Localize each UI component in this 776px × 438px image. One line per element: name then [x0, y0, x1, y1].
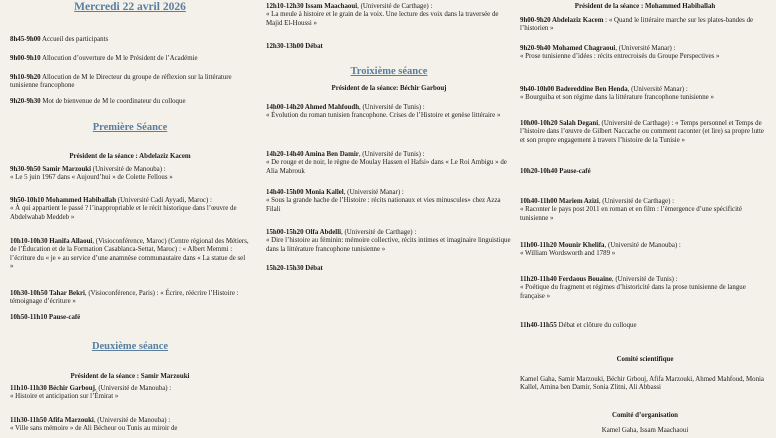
session-title: Troixième séance [350, 66, 428, 77]
talk-affiliation: (Université Cadi Ayyadi, Maroc) : [116, 197, 212, 204]
item-text: Accueil des participants [41, 36, 109, 43]
talk-title: « Ville sans mémoire » de Ali Bécheur ou Tunis au miroir de [10, 425, 178, 433]
talk [520, 86, 770, 103]
talk-time-speaker: 9h30-9h50 Samir Marzouki [10, 166, 92, 173]
talk [266, 229, 512, 254]
talk [266, 104, 512, 121]
talk-affiliation: , (Université Manar) : [343, 189, 404, 196]
item-text: Allocution d’ouverture de M le Président de l’Académie [41, 55, 198, 62]
talk [10, 385, 250, 402]
item-time: 8h45-9h00 [10, 36, 41, 43]
committee-members: Kamel Gaha, Samir Marzouki, Béchir Grbouj, Afifa Marzouki, Ahmed Mahfoud, Monia Kallel, Amina ben Damir, Sonia Zlitni, Ali Abbassi [520, 376, 764, 392]
talk-affiliation: , (Visioconférence, Maroc) (Centre régional des Métiers, de l’Éducation et de la Formation Casablanca-Settat, Maroc) : [10, 238, 249, 254]
talk-time-speaker: 14h40-15h00 Monia Kallel [266, 189, 344, 196]
talk-title: « Quand le littéraire marche sur les plates-bandes de l’historien » [520, 17, 754, 33]
talk-time-speaker: 11h20-11h40 Ferdaous Bouaine [520, 276, 612, 283]
talk-time-speaker: 15h00-15h20 Olfa Abdelli [266, 229, 342, 236]
committee-members: Kamel Gaha, Issam Maachaoui [601, 427, 689, 434]
talk-affiliation: , (Université de Tunis) : [611, 276, 678, 283]
talk-title: « William Wordsworth and 1789 » [520, 250, 616, 258]
talk-time-speaker: 9h00-9h20 Abdelaziz Kacem [520, 17, 604, 24]
committee-title: Comité d’organisation [611, 412, 679, 419]
talk [10, 166, 250, 183]
talk [520, 45, 770, 62]
talk-time-speaker: 14h20-14h40 Amina Ben Damir [266, 151, 359, 158]
talk-affiliation: , (Université de Manouba) : [604, 242, 681, 249]
talk [10, 290, 250, 307]
item-text: Allocution de M le Directeur du groupe de réflexion sur la littérature tunisienne francophone [10, 74, 232, 90]
talk [266, 3, 512, 28]
talk-affiliation: , (Université de Manouba) : [94, 385, 172, 392]
talk-affiliation: : [603, 17, 608, 24]
talk-affiliation: , (Université Manar) : [627, 86, 688, 93]
talk-affiliation: (Université de Manouba) : [91, 166, 166, 173]
talk-title: « Dire l’histoire au féminin: mémoire collective, récits intimes et imaginaire linguistique dans la littérature francophone tunisienne » [266, 237, 511, 253]
closing [520, 322, 770, 330]
talk-affiliation: , (Université de Manouba) : [93, 417, 171, 424]
coffee-break: 10h20-10h40 Pause-café [520, 168, 591, 175]
talk-title: « Poétique du fragment et régimes d’historicité dans la prose tunisienne de langue française » [520, 284, 746, 300]
talk-affiliation: , (Université de Carthage) : [357, 3, 433, 10]
talk-time-speaker: 14h00-14h20 Ahmed Mahfoudh [266, 104, 360, 111]
talk-title: « De rouge et de noir, le règne de Moulay Hassen el Hafsi» dans « Le Roi Ambigu » de Alia Mabrouk [266, 159, 507, 175]
session-president: Président de la séance: Béchir Garbouj [331, 85, 447, 92]
talk-title: « Albert Memmi : l’écriture du « je » au service d’une anamnèse communautaire dans « La statue de sel » [10, 246, 246, 271]
talk-title: « Prose tunisienne d’idées : récits entrecroisés du Groupe Perspectives » [520, 53, 720, 61]
program-item [10, 55, 250, 63]
talk [266, 151, 512, 176]
item-time: 9h00-9h10 [10, 55, 41, 62]
talk-affiliation: , (Visioconférence, Paris) : « Écrire, réécrire l’Histoire : témoignage d’écriture » [10, 290, 239, 306]
talk-title: « Le 5 juin 1967 dans « Aujourd’hui » de Colette Fellous » [10, 174, 173, 182]
talk [520, 17, 770, 34]
talk [520, 198, 770, 223]
program-item [10, 98, 250, 106]
talk-time-speaker: 10h10-10h30 Hanifa Allaoui [10, 238, 93, 245]
talk [10, 197, 250, 222]
talk-affiliation: , (Université Manar) : [615, 45, 676, 52]
closing-time: 11h40-11h55 [520, 322, 557, 329]
day-heading: Mercredi 22 avril 2026 [74, 1, 186, 13]
closing-text: Débat et clôture du colloque [556, 322, 637, 329]
item-time: 9h20-9h30 [10, 98, 41, 105]
session-president: Président de la séance : Abdelaziz Kacem [69, 153, 191, 160]
talk-affiliation: , (Université de Carthage) : [598, 198, 675, 205]
talk-affiliation: , (Université de Carthage) : [341, 229, 417, 236]
talk-time-speaker: 11h30-11h50 Afifa Marzouki [10, 417, 94, 424]
talk-time-speaker: 11h10-11h30 Béchir Garbouj [10, 385, 95, 392]
talk-affiliation: , (Université de Tunis) : [359, 104, 425, 111]
talk-title: « Raconter le pays post 2011 en roman et en film : l’émergence d’une spécificité tunisienne » [520, 206, 742, 222]
program-item [10, 36, 250, 44]
talk-title: « Évolution du roman tunisien francophone. Crises de l’Histoire et genèse littéraire » [266, 112, 501, 120]
coffee-break: 10h50-11h10 Pause-café [10, 314, 81, 321]
talk-time-speaker: 10h30-10h50 Tahar Bekri [10, 290, 85, 297]
talk [520, 120, 770, 145]
talk-time-speaker: 9h50-10h10 Mohammed Habiballah [10, 197, 117, 204]
item-time: 9h10-9h20 [10, 74, 41, 81]
item-text: Mot de bienvenue de M le coordinateur du colloque [42, 98, 186, 105]
session-title: Première Séance [92, 122, 168, 133]
talk-title: « Histoire et anticipation sur l’Émirat » [10, 393, 119, 401]
talk [520, 242, 770, 259]
talk-title: « Bourguiba et son régime dans la littérature francophone tunisienne » [520, 94, 714, 102]
talk-time-speaker: 11h00-11h20 Mounir Khelifa [520, 242, 605, 249]
talk-time-speaker: 10h00-10h20 Salah Degani [520, 120, 599, 127]
talk-title: « Temps personnel et Temps de l’histoire dans l’œuvre de Gilbert Naccache ou comment raconter (et lire) sa propre lutte et son propre engagement à travers l’histoire de la Tunisie » [520, 120, 764, 144]
talk-title: « Sous la grande hache de l’Histoire : récits nationaux et vies minuscules» chez Azza Filali [266, 197, 501, 213]
talk-time-speaker: 10h40-11h00 Mariem Azizi [520, 198, 599, 205]
talk-title: « La meule à histoire et le grain de la voix. Une lecture des voix dans la traversée de Majid El-Houssi » [266, 11, 499, 27]
talk-time-speaker: 12h10-12h30 Issam Maachaoui [266, 3, 358, 10]
committee-title: Comité scientifique [616, 356, 674, 363]
session-president: Président de la séance : Mohammed Habiballah [574, 3, 716, 10]
talk [266, 189, 512, 214]
program-item [10, 74, 250, 91]
talk-affiliation: , (Université de Carthage) : [598, 120, 674, 127]
talk [520, 276, 770, 301]
debate: 15h20-15h30 Débat [266, 265, 323, 272]
talk [10, 238, 250, 272]
talk-time-speaker: 9h40-10h00 Badereddine Ben Henda [520, 86, 628, 93]
session-title: Deuxième séance [91, 341, 169, 352]
session-president: Président de la séance : Samir Marzouki [70, 373, 190, 380]
debate: 12h30-13h00 Débat [266, 43, 323, 50]
talk [10, 417, 250, 434]
talk-title: « À qui appartient le passé ? l’inappropriable et le récit historique dans l’œuvre de Abdelwahab Meddeb » [10, 205, 237, 221]
talk-time-speaker: 9h20-9h40 Mohamed Chagraoui [520, 45, 616, 52]
talk-affiliation: , (Université de Tunis) : [358, 151, 425, 158]
